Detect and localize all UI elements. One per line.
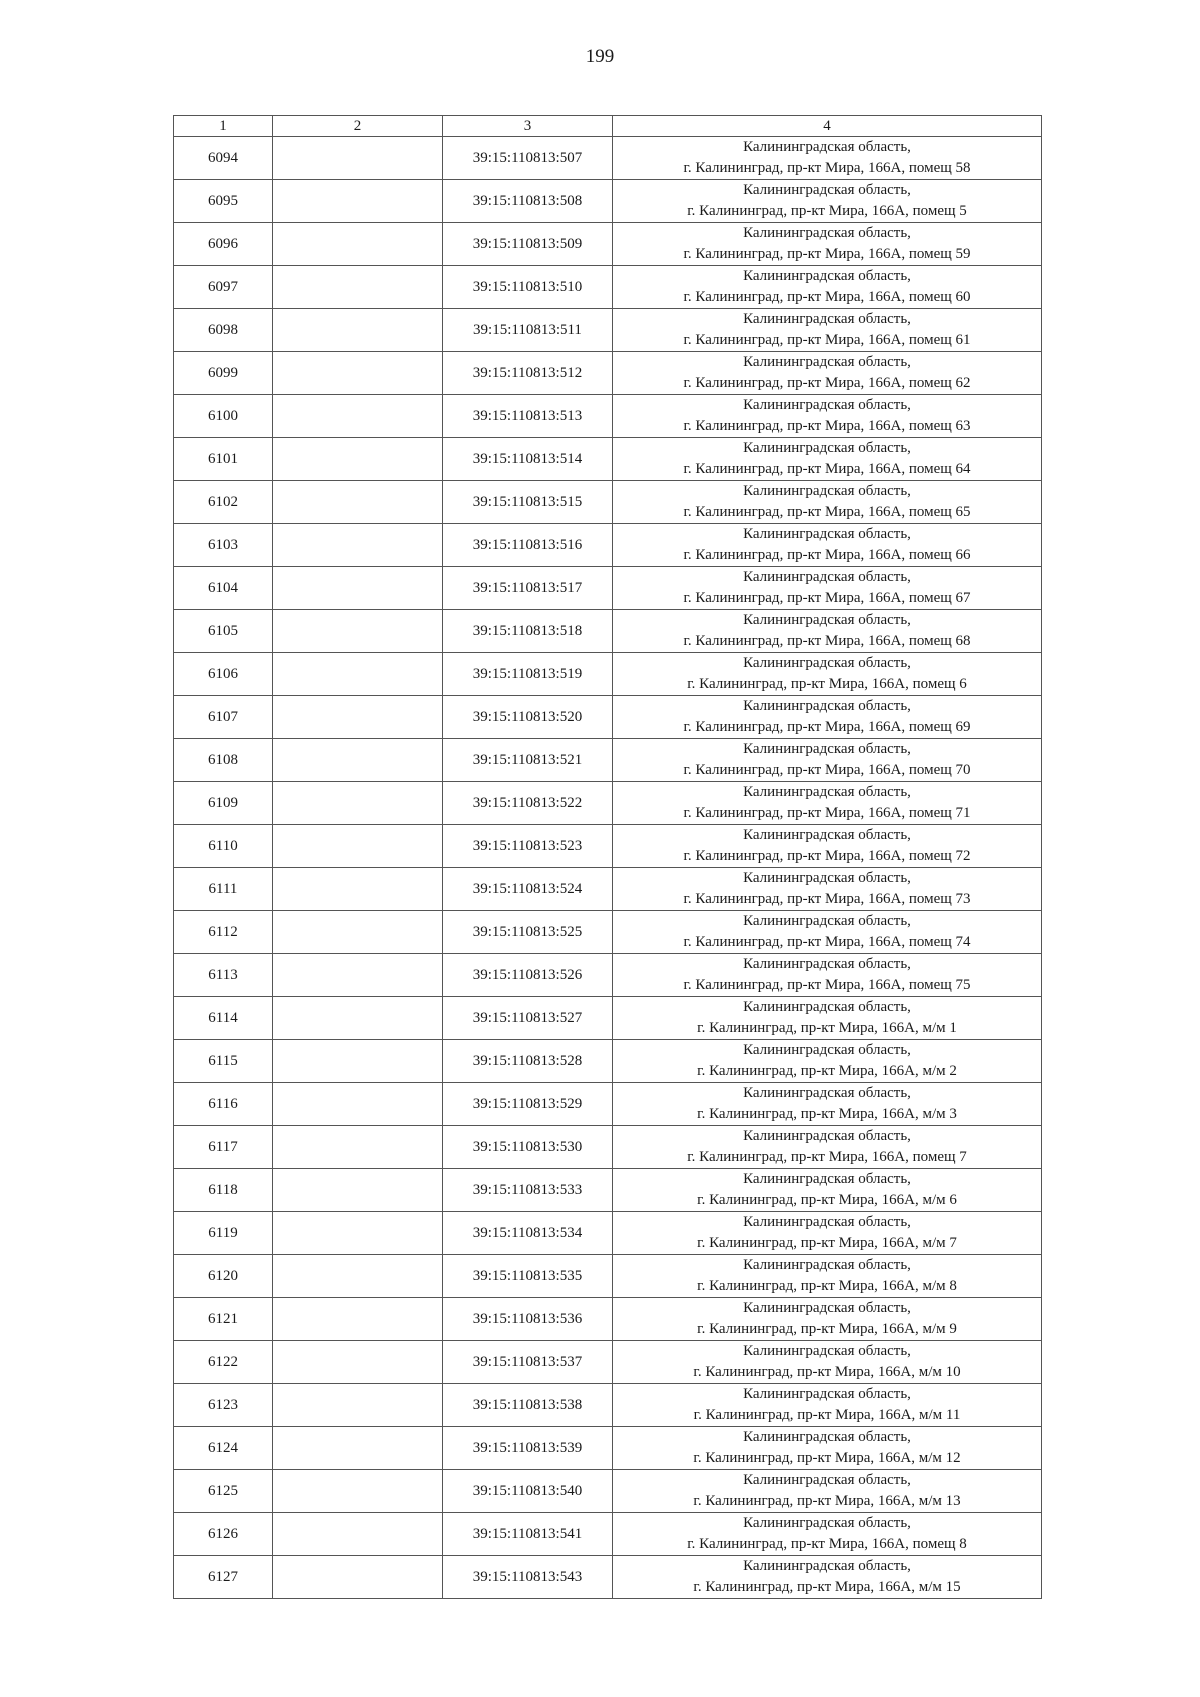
row-col-2: [273, 1212, 443, 1255]
row-col-2: [273, 137, 443, 180]
address-cell: [613, 352, 1042, 395]
address-cell: [613, 223, 1042, 266]
table-row: [174, 1212, 1042, 1255]
header-col-2: 2: [273, 116, 443, 137]
row-number: 6120: [174, 1255, 273, 1298]
address-street: г. Калининград, пр-кт Мира, 166А, помещ 67: [683, 590, 971, 606]
row-number: 6114: [174, 997, 273, 1040]
address-street: г. Калининград, пр-кт Мира, 166А, помещ 74: [683, 934, 971, 950]
address-region: Калининградская область,: [743, 311, 911, 327]
address-cell: [613, 1427, 1042, 1470]
address-street: г. Калининград, пр-кт Мира, 166А, м/м 11: [693, 1407, 961, 1423]
row-number: 6123: [174, 1384, 273, 1427]
address-region: Калининградская область,: [743, 1386, 911, 1402]
row-col-2: [273, 1083, 443, 1126]
row-col-2: [273, 911, 443, 954]
address-cell: [613, 1341, 1042, 1384]
address-cell: [613, 1298, 1042, 1341]
cadastral-number: 39:15:110813:513: [443, 395, 613, 438]
cadastral-number: 39:15:110813:534: [443, 1212, 613, 1255]
address-street: г. Калининград, пр-кт Мира, 166А, помещ 5: [687, 203, 967, 219]
address-region: Калининградская область,: [743, 1300, 911, 1316]
table-row: [174, 739, 1042, 782]
address-street: г. Калининград, пр-кт Мира, 166А, помещ 61: [683, 332, 971, 348]
row-col-2: [273, 180, 443, 223]
row-col-2: [273, 782, 443, 825]
row-number: 6112: [174, 911, 273, 954]
row-number: 6100: [174, 395, 273, 438]
table-row: [174, 1556, 1042, 1599]
row-number: 6104: [174, 567, 273, 610]
address-region: Калининградская область,: [743, 1558, 911, 1574]
address-cell: [613, 1556, 1042, 1599]
cadastral-number: 39:15:110813:535: [443, 1255, 613, 1298]
table-row: [174, 1513, 1042, 1556]
table-row: [174, 438, 1042, 481]
row-col-2: [273, 997, 443, 1040]
registry-table: [173, 115, 1042, 1599]
cadastral-number: 39:15:110813:539: [443, 1427, 613, 1470]
cadastral-number: 39:15:110813:527: [443, 997, 613, 1040]
address-cell: [613, 1083, 1042, 1126]
address-cell: [613, 1212, 1042, 1255]
row-number: 6110: [174, 825, 273, 868]
address-cell: [613, 739, 1042, 782]
row-col-2: [273, 868, 443, 911]
address-street: г. Калининград, пр-кт Мира, 166А, помещ 68: [683, 633, 971, 649]
table-row: [174, 1341, 1042, 1384]
header-col-4: 4: [613, 116, 1042, 137]
cadastral-number: 39:15:110813:507: [443, 137, 613, 180]
address-cell: [613, 1169, 1042, 1212]
address-street: г. Калининград, пр-кт Мира, 166А, помещ 69: [683, 719, 971, 735]
address-region: Калининградская область,: [743, 397, 911, 413]
address-region: Калининградская область,: [743, 1085, 911, 1101]
address-region: Калининградская область,: [743, 569, 911, 585]
address-street: г. Калининград, пр-кт Мира, 166А, помещ 75: [683, 977, 971, 993]
address-cell: [613, 567, 1042, 610]
address-region: Калининградская область,: [743, 440, 911, 456]
address-region: Калининградская область,: [743, 1128, 911, 1144]
row-number: 6118: [174, 1169, 273, 1212]
address-region: Калининградская область,: [743, 870, 911, 886]
address-region: Калининградская область,: [743, 956, 911, 972]
table-row: [174, 567, 1042, 610]
table-row: [174, 610, 1042, 653]
header-col-3: 3: [443, 116, 613, 137]
address-cell: [613, 997, 1042, 1040]
cadastral-number: 39:15:110813:514: [443, 438, 613, 481]
row-number: 6119: [174, 1212, 273, 1255]
table-row: [174, 309, 1042, 352]
row-col-2: [273, 696, 443, 739]
row-col-2: [273, 653, 443, 696]
row-col-2: [273, 481, 443, 524]
address-region: Калининградская область,: [743, 698, 911, 714]
address-street: г. Калининград, пр-кт Мира, 166А, помещ 71: [683, 805, 971, 821]
table-row: [174, 782, 1042, 825]
row-col-2: [273, 438, 443, 481]
row-number: 6127: [174, 1556, 273, 1599]
row-col-2: [273, 1255, 443, 1298]
address-cell: [613, 1040, 1042, 1083]
row-number: 6101: [174, 438, 273, 481]
table-row: [174, 911, 1042, 954]
row-number: 6097: [174, 266, 273, 309]
cadastral-number: 39:15:110813:529: [443, 1083, 613, 1126]
address-region: Калининградская область,: [743, 827, 911, 843]
address-cell: [613, 1384, 1042, 1427]
address-street: г. Калининград, пр-кт Мира, 166А, помещ 59: [683, 246, 971, 262]
address-street: г. Калининград, пр-кт Мира, 166А, м/м 1: [697, 1020, 957, 1036]
address-cell: [613, 395, 1042, 438]
address-cell: [613, 1255, 1042, 1298]
row-number: 6117: [174, 1126, 273, 1169]
row-col-2: [273, 1040, 443, 1083]
row-col-2: [273, 739, 443, 782]
address-region: Калининградская область,: [743, 1042, 911, 1058]
cadastral-number: 39:15:110813:518: [443, 610, 613, 653]
table-row: [174, 1083, 1042, 1126]
table-row: [174, 1255, 1042, 1298]
cadastral-number: 39:15:110813:533: [443, 1169, 613, 1212]
table-row: [174, 696, 1042, 739]
address-region: Калининградская область,: [743, 1171, 911, 1187]
row-number: 6106: [174, 653, 273, 696]
address-street: г. Калининград, пр-кт Мира, 166А, помещ 62: [683, 375, 971, 391]
cadastral-number: 39:15:110813:525: [443, 911, 613, 954]
table-header: [174, 116, 1042, 137]
header-row: [174, 116, 1042, 137]
address-street: г. Калининград, пр-кт Мира, 166А, помещ 58: [683, 160, 971, 176]
row-col-2: [273, 567, 443, 610]
row-number: 6124: [174, 1427, 273, 1470]
table-row: [174, 266, 1042, 309]
row-col-2: [273, 1427, 443, 1470]
row-col-2: [273, 610, 443, 653]
address-cell: [613, 1470, 1042, 1513]
table-row: [174, 223, 1042, 266]
table-row: [174, 1384, 1042, 1427]
cadastral-number: 39:15:110813:517: [443, 567, 613, 610]
row-col-2: [273, 1298, 443, 1341]
row-number: 6105: [174, 610, 273, 653]
cadastral-number: 39:15:110813:543: [443, 1556, 613, 1599]
cadastral-number: 39:15:110813:528: [443, 1040, 613, 1083]
table-row: [174, 524, 1042, 567]
address-street: г. Калининград, пр-кт Мира, 166А, м/м 12: [693, 1450, 961, 1466]
cadastral-number: 39:15:110813:508: [443, 180, 613, 223]
row-col-2: [273, 524, 443, 567]
table-row: [174, 1470, 1042, 1513]
table-row: [174, 1040, 1042, 1083]
row-number: 6107: [174, 696, 273, 739]
table-row: [174, 653, 1042, 696]
cadastral-number: 39:15:110813:526: [443, 954, 613, 997]
table-row: [174, 137, 1042, 180]
address-street: г. Калининград, пр-кт Мира, 166А, помещ 64: [683, 461, 971, 477]
table-row: [174, 395, 1042, 438]
cadastral-number: 39:15:110813:509: [443, 223, 613, 266]
row-col-2: [273, 1513, 443, 1556]
table-row: [174, 868, 1042, 911]
address-region: Калининградская область,: [743, 999, 911, 1015]
address-street: г. Калининград, пр-кт Мира, 166А, помещ 66: [683, 547, 971, 563]
address-street: г. Калининград, пр-кт Мира, 166А, м/м 2: [697, 1063, 957, 1079]
row-number: 6108: [174, 739, 273, 782]
row-number: 6102: [174, 481, 273, 524]
address-region: Калининградская область,: [743, 1429, 911, 1445]
row-col-2: [273, 352, 443, 395]
address-cell: [613, 438, 1042, 481]
row-number: 6099: [174, 352, 273, 395]
row-col-2: [273, 1126, 443, 1169]
address-region: Калининградская область,: [743, 139, 911, 155]
address-street: г. Калининград, пр-кт Мира, 166А, м/м 3: [697, 1106, 957, 1122]
row-number: 6113: [174, 954, 273, 997]
address-street: г. Калининград, пр-кт Мира, 166А, помещ 8: [687, 1536, 967, 1552]
address-cell: [613, 481, 1042, 524]
address-region: Калининградская область,: [743, 1343, 911, 1359]
table-row: [174, 352, 1042, 395]
header-col-1: 1: [174, 116, 273, 137]
address-street: г. Калининград, пр-кт Мира, 166А, м/м 6: [697, 1192, 957, 1208]
row-number: 6098: [174, 309, 273, 352]
row-number: 6103: [174, 524, 273, 567]
cadastral-number: 39:15:110813:536: [443, 1298, 613, 1341]
address-region: Калининградская область,: [743, 268, 911, 284]
address-street: г. Калининград, пр-кт Мира, 166А, помещ 70: [683, 762, 971, 778]
address-cell: [613, 1513, 1042, 1556]
row-number: 6126: [174, 1513, 273, 1556]
cadastral-number: 39:15:110813:523: [443, 825, 613, 868]
cadastral-number: 39:15:110813:515: [443, 481, 613, 524]
table-row: [174, 954, 1042, 997]
address-street: г. Калининград, пр-кт Мира, 166А, помещ 63: [683, 418, 971, 434]
cadastral-number: 39:15:110813:538: [443, 1384, 613, 1427]
address-cell: [613, 610, 1042, 653]
table-body: [174, 137, 1042, 1599]
row-number: 6111: [174, 868, 273, 911]
row-number: 6125: [174, 1470, 273, 1513]
table-row: [174, 1126, 1042, 1169]
address-cell: [613, 954, 1042, 997]
address-street: г. Калининград, пр-кт Мира, 166А, помещ 60: [683, 289, 971, 305]
address-region: Калининградская область,: [743, 655, 911, 671]
address-street: г. Калининград, пр-кт Мира, 166А, помещ 6: [687, 676, 967, 692]
address-region: Калининградская область,: [743, 1472, 911, 1488]
row-col-2: [273, 825, 443, 868]
row-number: 6095: [174, 180, 273, 223]
address-region: Калининградская область,: [743, 1214, 911, 1230]
table-row: [174, 825, 1042, 868]
cadastral-number: 39:15:110813:530: [443, 1126, 613, 1169]
address-region: Калининградская область,: [743, 1515, 911, 1531]
cadastral-number: 39:15:110813:520: [443, 696, 613, 739]
table-row: [174, 1427, 1042, 1470]
row-col-2: [273, 309, 443, 352]
table-row: [174, 180, 1042, 223]
cadastral-number: 39:15:110813:537: [443, 1341, 613, 1384]
row-col-2: [273, 1341, 443, 1384]
row-number: 6115: [174, 1040, 273, 1083]
cadastral-number: 39:15:110813:521: [443, 739, 613, 782]
address-region: Калининградская область,: [743, 182, 911, 198]
address-cell: [613, 309, 1042, 352]
address-cell: [613, 696, 1042, 739]
address-region: Калининградская область,: [743, 913, 911, 929]
row-col-2: [273, 223, 443, 266]
row-col-2: [273, 1470, 443, 1513]
row-number: 6096: [174, 223, 273, 266]
address-street: г. Калининград, пр-кт Мира, 166А, м/м 13: [693, 1493, 961, 1509]
row-number: 6109: [174, 782, 273, 825]
address-region: Калининградская область,: [743, 354, 911, 370]
address-street: г. Калининград, пр-кт Мира, 166А, м/м 9: [697, 1321, 957, 1337]
cadastral-number: 39:15:110813:524: [443, 868, 613, 911]
row-number: 6116: [174, 1083, 273, 1126]
table-row: [174, 997, 1042, 1040]
row-number: 6121: [174, 1298, 273, 1341]
address-region: Калининградская область,: [743, 1257, 911, 1273]
cadastral-number: 39:15:110813:541: [443, 1513, 613, 1556]
address-region: Калининградская область,: [743, 483, 911, 499]
address-cell: [613, 911, 1042, 954]
address-street: г. Калининград, пр-кт Мира, 166А, м/м 7: [697, 1235, 957, 1251]
row-col-2: [273, 395, 443, 438]
cadastral-number: 39:15:110813:540: [443, 1470, 613, 1513]
address-region: Калининградская область,: [743, 741, 911, 757]
address-cell: [613, 524, 1042, 567]
address-cell: [613, 180, 1042, 223]
address-street: г. Калининград, пр-кт Мира, 166А, помещ 65: [683, 504, 971, 520]
row-col-2: [273, 1169, 443, 1212]
cadastral-number: 39:15:110813:522: [443, 782, 613, 825]
row-col-2: [273, 266, 443, 309]
table-row: [174, 481, 1042, 524]
address-street: г. Калининград, пр-кт Мира, 166А, м/м 15: [693, 1579, 961, 1595]
page-number: 199: [585, 46, 615, 67]
address-region: Калининградская область,: [743, 612, 911, 628]
address-region: Калининградская область,: [743, 225, 911, 241]
table-row: [174, 1298, 1042, 1341]
address-cell: [613, 137, 1042, 180]
address-street: г. Калининград, пр-кт Мира, 166А, помещ 73: [683, 891, 971, 907]
address-street: г. Калининград, пр-кт Мира, 166А, помещ 7: [687, 1149, 967, 1165]
address-cell: [613, 266, 1042, 309]
address-cell: [613, 825, 1042, 868]
address-cell: [613, 868, 1042, 911]
row-number: 6094: [174, 137, 273, 180]
cadastral-number: 39:15:110813:519: [443, 653, 613, 696]
address-cell: [613, 1126, 1042, 1169]
row-col-2: [273, 1384, 443, 1427]
address-cell: [613, 782, 1042, 825]
row-col-2: [273, 1556, 443, 1599]
cadastral-number: 39:15:110813:512: [443, 352, 613, 395]
cadastral-number: 39:15:110813:510: [443, 266, 613, 309]
address-cell: [613, 653, 1042, 696]
address-region: Калининградская область,: [743, 784, 911, 800]
row-col-2: [273, 954, 443, 997]
address-region: Калининградская область,: [743, 526, 911, 542]
row-number: 6122: [174, 1341, 273, 1384]
cadastral-number: 39:15:110813:516: [443, 524, 613, 567]
cadastral-number: 39:15:110813:511: [443, 309, 613, 352]
table-row: [174, 1169, 1042, 1212]
address-street: г. Калининград, пр-кт Мира, 166А, помещ 72: [683, 848, 971, 864]
address-street: г. Калининград, пр-кт Мира, 166А, м/м 10: [693, 1364, 961, 1380]
address-street: г. Калининград, пр-кт Мира, 166А, м/м 8: [697, 1278, 957, 1294]
